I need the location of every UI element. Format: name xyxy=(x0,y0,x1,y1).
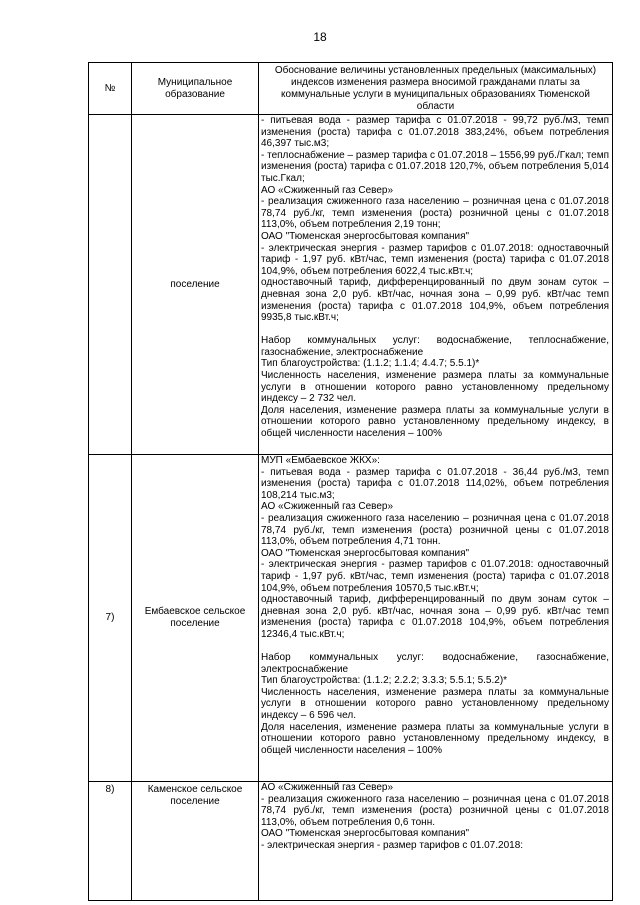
row-number xyxy=(89,115,132,455)
header-municipality: Муниципальное образование xyxy=(132,63,259,115)
justification-line: ОАО "Тюменская энергосбытовая компания" xyxy=(261,230,470,242)
justification-text xyxy=(259,115,613,455)
justification-line: Доля населения, изменение размера платы за коммунальные услуги в отношении которого равно установленному предельному индексу, в общей численности населения – 100% xyxy=(261,721,609,756)
municipality-name: Ембаевское сельское поселение xyxy=(132,455,259,782)
justification-text xyxy=(259,782,613,901)
row-number: 7) xyxy=(89,455,132,782)
table-row xyxy=(89,115,613,455)
justification-line: - реализация сжиженного газа населению – розничная цена с 01.07.2018 78,74 руб./кг, темп изменения (роста) розничной цены с 01.07.2018 113,0%, объем потребления 2,19 тонн; xyxy=(261,196,609,231)
justification-line xyxy=(261,324,609,336)
justification-line xyxy=(261,641,609,653)
justification-text xyxy=(259,455,613,782)
justification-line: Доля населения, изменение размера платы за коммунальные услуги в отношении которого равно установленному предельному индексу, в общей численности населения – 100% xyxy=(261,404,609,440)
justification-line: Тип благоустройства: (1.1.2; 2.2.2; 3.3.3; 5.5.1; 5.5.2)* xyxy=(261,675,508,687)
justification-line: Тип благоустройства: (1.1.2; 1.1.4; 4.4.7; 5.5.1)* xyxy=(261,358,480,370)
justification-line: - питьевая вода - размер тарифа с 01.07.2018 - 36,44 руб./м3, темп изменения (роста) тарифа с 01.07.2018 114,02%, объем потребления 108,214 тыс.м3; xyxy=(261,466,609,501)
justification-line: АО «Сжиженный газ Север» xyxy=(261,501,394,513)
table-row xyxy=(89,782,613,901)
justification-line: одноставочный тариф, дифференцированный по двум зонам суток – дневная зона 2,0 руб. кВт/час, ночная зона – 0,99 руб. кВт/час темп изменения (роста) тарифа с 01.07.2018 104,9%, объем потребления 9935,8 тыс.кВт.ч; xyxy=(261,277,609,324)
justification-line: Набор коммунальных услуг: водоснабжение, газоснабжение, электроснабжение xyxy=(261,652,609,675)
justification-line: - электрическая энергия - размер тарифов с 01.07.2018: одноставочный тариф - 1,97 руб. кВт/час, темп изменения (роста) тарифа с 01.07.2018 104,9%, объем потребления 10570,5 тыс.кВт.ч; xyxy=(261,559,609,594)
justification-line: Набор коммунальных услуг: водоснабжение, теплоснабжение, газоснабжение, электроснабжение xyxy=(261,335,609,358)
page-number: 18 xyxy=(313,30,327,44)
justification-line: - питьевая вода - размер тарифа с 01.07.2018 - 99,72 руб./м3, темп изменения (роста) тарифа с 01.07.2018 383,24%, объем потребления 46,397 тыс.м3; xyxy=(261,115,609,150)
justification-line: МУП «Ембаевское ЖКХ»: xyxy=(261,455,380,466)
header-number: № xyxy=(89,63,132,115)
municipality-name: Каменское сельское поселение xyxy=(132,782,259,901)
justification-line: - реализация сжиженного газа населению – розничная цена с 01.07.2018 78,74 руб./кг, темп изменения (роста) розничной цены с 01.07.2018 113,0%, объем потребления 4,71 тонн. xyxy=(261,512,609,548)
row-number: 8) xyxy=(89,782,132,901)
justification-clip xyxy=(261,782,609,900)
justification-line: Численность населения, изменение размера платы за коммунальные услуги в отношении которого равно установленному предельному индексу – 2 732 чел. xyxy=(261,370,609,405)
justification-line: - теплоснабжение – размер тарифа с 01.07.2018 – 1556,99 руб./Гкал; темп изменения (роста) тарифа с 01.07.2018 120,7%, объем потребления 5,014 тыс.Гкал; xyxy=(261,149,609,184)
justification-line: ОАО "Тюменская энергосбытовая компания" xyxy=(261,828,470,840)
tariff-table xyxy=(88,62,613,901)
justification-line: ОАО "Тюменская энергосбытовая компания" xyxy=(261,547,470,559)
justification-line: Численность населения, изменение размера платы за коммунальные услуги в отношении которого равно установленному предельному индексу – 6 596 чел. xyxy=(261,686,609,722)
justification-line: АО «Сжиженный газ Север» xyxy=(261,782,394,793)
table-row xyxy=(89,455,613,782)
justification-line: АО «Сжиженный газ Север» xyxy=(261,184,394,196)
justification-line: - электрическая энергия - размер тарифов с 01.07.2018: одноставочный тариф - 1,97 руб. кВт/час, темп изменения (роста) тарифа с 01.07.2018 104,9%, объем потребления 6022,4 тыс.кВт.ч; xyxy=(261,242,609,277)
justification-line: - электрическая энергия - размер тарифов с 01.07.2018: xyxy=(261,839,524,851)
justification-line: одноставочный тариф, дифференцированный по двум зонам суток – дневная зона 2,0 руб. кВт/час, ночная зона – 0,99 руб. кВт/час темп изменения (роста) тарифа с 01.07.2018 104,9%, объем потребления 12346,4 тыс.кВт.ч; xyxy=(261,594,609,640)
justification-line: - реализация сжиженного газа населению – розничная цена с 01.07.2018 78,74 руб./кг, темп изменения (роста) розничной цены с 01.07.2018 113,0%, объем потребления 0,6 тонн. xyxy=(261,793,609,828)
municipality-name: поселение xyxy=(132,115,259,455)
header-justification: Обоснование величины установленных предельных (максимальных) индексов изменения размера вносимой гражданами платы за коммунальные услуги в муниципальных образованиях Тюменской области xyxy=(259,63,613,115)
table-header-row xyxy=(89,63,613,115)
